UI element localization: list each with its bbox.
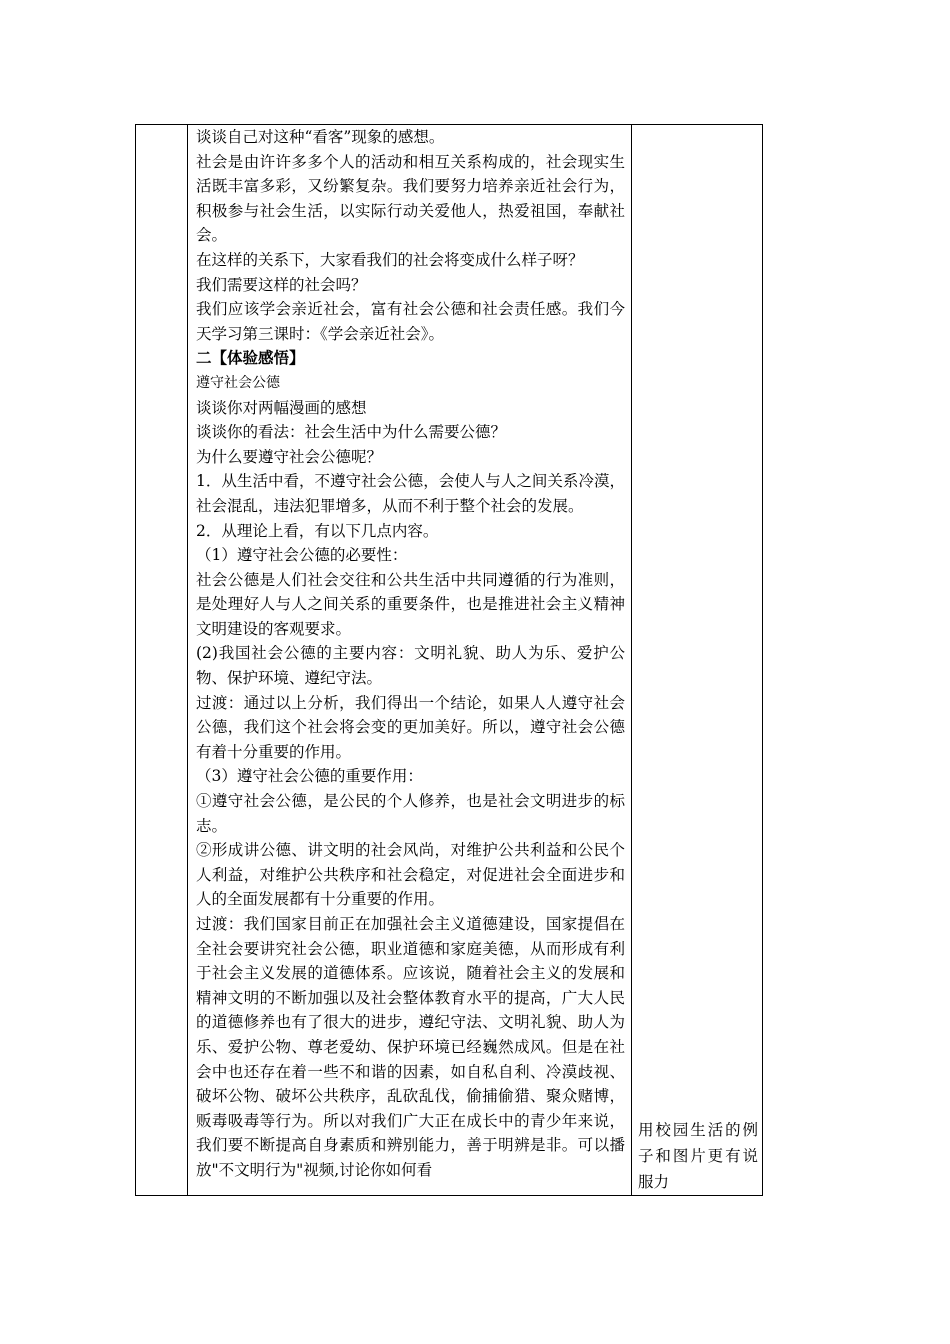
content-paragraph: 社会是由许许多多个人的活动和相互关系构成的，社会现实生活既丰富多彩，又纷繁复杂。我们要努力培养亲近社会行为，积极参与社会生活，以实际行动关爱他人，热爱祖国，奉献社会。 (196, 152, 625, 245)
content-paragraph: 谈谈你的看法：社会生活中为什么需要公德？ (196, 423, 507, 442)
section-heading: 二【体验感悟】 (196, 349, 305, 368)
content-paragraph: （3）遵守社会公德的重要作用： (196, 767, 423, 786)
content-paragraph: ②形成讲公德、讲文明的社会风尚，对维护公共利益和公民个人利益，对维护公共秩序和社会稳定，对促进社会全面进步和人的全面发展都有十分重要的作用。 (196, 841, 625, 909)
content-paragraph: 谈谈自己对这种“看客”现象的感想。 (196, 128, 445, 146)
content-paragraph: ①遵守社会公德，是公民的个人修养，也是社会文明进步的标志。 (196, 792, 625, 835)
empty-left-cell (136, 125, 188, 1196)
content-paragraph: 我们应该学会亲近社会，富有社会公德和社会责任感。我们今天学习第三课时：《学会亲近社会》。 (196, 300, 625, 343)
content-paragraph: 社会公德是人们社会交往和公共生活中共同遵循的行为准则，是处理好人与人之间关系的重要条件，也是推进社会主义精神文明建设的客观要求。 (196, 570, 625, 638)
content-paragraph: 过渡：通过以上分析，我们得出一个结论，如果人人遵守社会公德，我们这个社会将会变的更加美好。所以，遵守社会公德有着十分重要的作用。 (196, 693, 625, 761)
content-paragraph: 为什么要遵守社会公德呢？ (196, 447, 383, 466)
content-paragraph: 2．从理论上看，有以下几点内容。 (196, 521, 439, 540)
teaching-content-cell (188, 125, 632, 1196)
subsection-title: 遵守社会公德 (196, 374, 280, 391)
lesson-plan-table (135, 124, 763, 1196)
content-paragraph: 过渡：我们国家目前正在加强社会主义道德建设，国家提倡在全社会要讲究社会公德，职业道德和家庭美德，从而形成有利于社会主义发展的道德体系。应该说，随着社会主义的发展和精神文明的不断加强以及社会整体教育水平的提高，广大人民的道德修养也有了很大的进步，遵纪守法、文明礼貌、助人为乐、爱护公物、尊老爱幼、保护环境已经巍然成风。但是在社会中也还存在着一些不和谐的因素，如自私自利、冷漠歧视、破坏公物、破坏公共秩序，乱砍乱伐，偷捕偷猎、聚众赌博，贩毒吸毒等行为。所以对我们广大正在成长中的青少年来说，我们要不断提高自身素质和辨别能力，善于明辨是非。可以播放"不文明行为"视频,讨论你如何看 (196, 915, 625, 1179)
content-paragraph: 我们需要这样的社会吗？ (196, 275, 367, 294)
notes-cell (632, 125, 763, 1196)
content-paragraph: 在这样的关系下，大家看我们的社会将变成什么样子呀？ (196, 250, 584, 269)
table-row (136, 125, 763, 1196)
content-paragraph: 1．从生活中看，不遵守社会公德，会使人与人之间关系冷漠，社会混乱，违法犯罪增多，从而不利于整个社会的发展。 (196, 472, 625, 515)
content-paragraph: 谈谈你对两幅漫画的感想 (196, 398, 367, 417)
content-paragraph: （1）遵守社会公德的必要性： (196, 546, 408, 565)
content-paragraph: (2)我国社会公德的主要内容：文明礼貌、助人为乐、爱护公物、保护环境、遵纪守法。 (196, 644, 625, 688)
teaching-note: 用校园生活的例子和图片更有说服力 (638, 1121, 758, 1191)
